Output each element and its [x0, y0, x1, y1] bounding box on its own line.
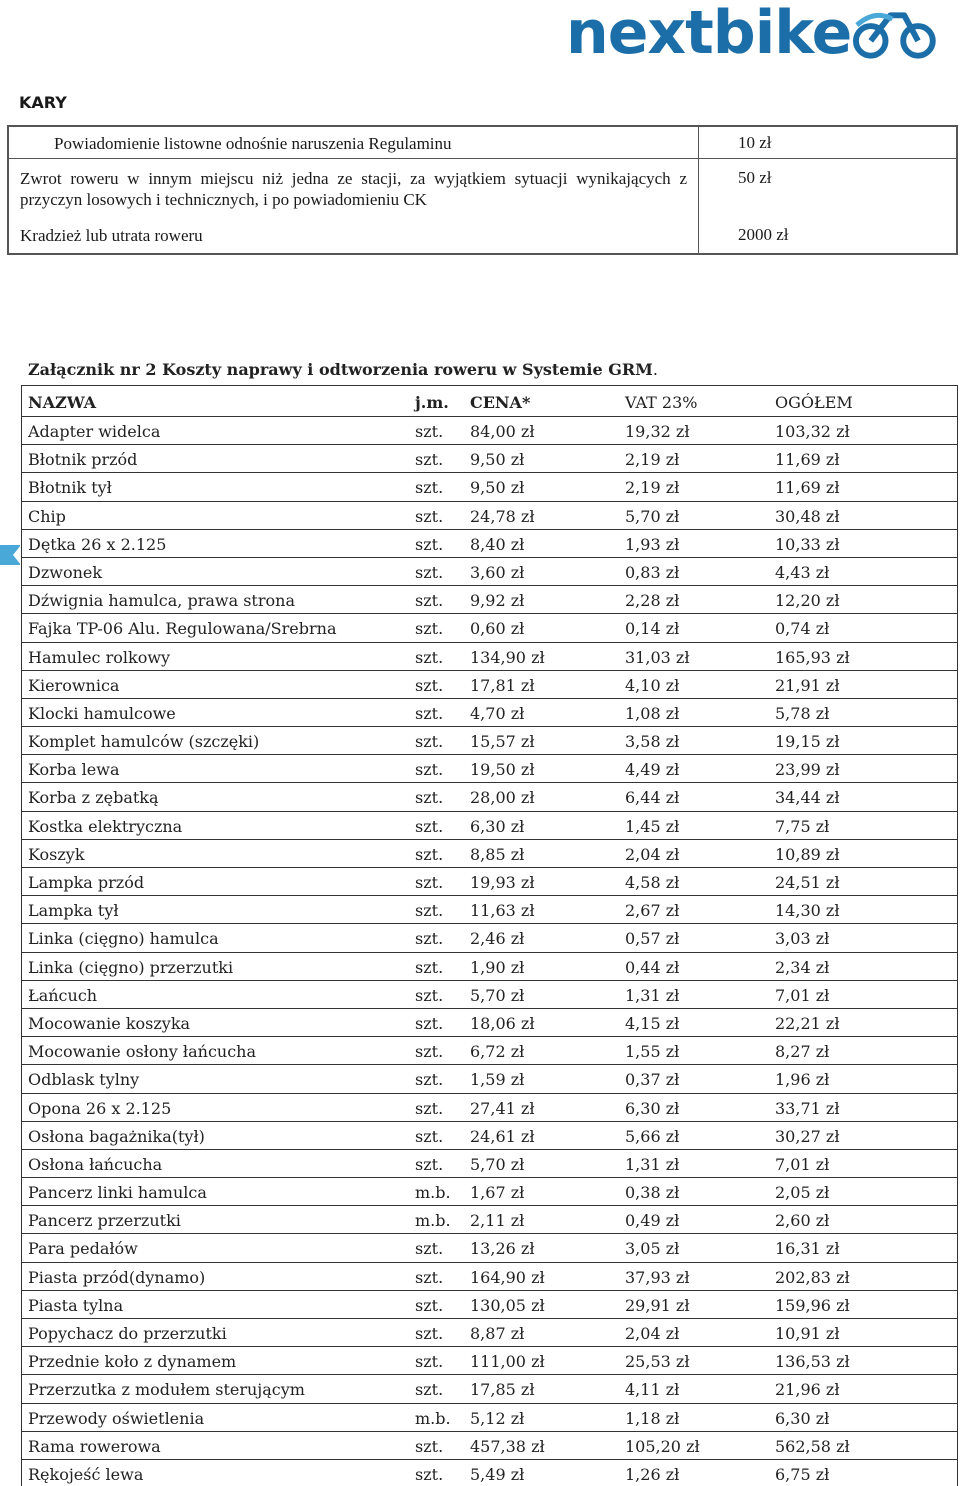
part-price: 3,60 zł	[470, 562, 525, 582]
part-unit: szt.	[415, 957, 444, 977]
table-row	[22, 953, 957, 981]
part-name: Adapter widelca	[28, 422, 161, 441]
part-vat: 3,58 zł	[625, 732, 680, 752]
part-vat: 0,14 zł	[625, 619, 680, 639]
part-price: 13,26 zł	[470, 1239, 535, 1259]
part-name: Opona 26 x 2.125	[28, 1098, 172, 1118]
part-total: 4,43 zł	[775, 562, 830, 582]
part-name: Hamulec rolkowy	[28, 647, 171, 667]
part-price: 2,46 zł	[470, 929, 525, 949]
part-unit: szt.	[415, 1154, 444, 1174]
part-total: 23,99 zł	[775, 760, 840, 780]
part-vat: 0,57 zł	[625, 929, 680, 949]
part-unit: szt.	[415, 1070, 444, 1090]
part-unit: szt.	[415, 760, 444, 780]
part-price: 8,87 zł	[470, 1324, 525, 1343]
part-vat: 0,44 zł	[625, 957, 680, 977]
bookmark-icon[interactable]	[0, 542, 20, 568]
part-total: 2,05 zł	[775, 1183, 830, 1203]
part-price: 19,93 zł	[470, 873, 535, 892]
part-unit: szt.	[415, 1239, 444, 1259]
part-unit: szt.	[415, 901, 444, 921]
part-name: Mocowanie osłony łańcucha	[28, 1042, 257, 1062]
part-total: 10,91 zł	[775, 1324, 840, 1343]
part-price: 5,70 zł	[470, 985, 525, 1005]
table-row	[22, 1178, 957, 1206]
part-vat: 1,55 zł	[625, 1042, 680, 1062]
part-unit: szt.	[415, 1464, 444, 1484]
table-row	[22, 868, 957, 896]
table-row	[22, 783, 957, 811]
part-price: 6,30 zł	[470, 816, 525, 836]
part-price: 130,05 zł	[470, 1295, 545, 1315]
part-name: Rękojeść lewa	[28, 1464, 144, 1484]
part-vat: 5,70 zł	[625, 506, 680, 526]
header-unit: j.m.	[415, 393, 449, 412]
part-unit: szt.	[415, 675, 444, 695]
table-row	[22, 614, 957, 642]
nextbike-logo	[566, 0, 938, 68]
table-row	[22, 1065, 957, 1093]
part-total: 1,96 zł	[775, 1070, 830, 1090]
table-row	[22, 1291, 957, 1319]
part-price: 111,00 zł	[470, 1352, 545, 1372]
annex-title-text: Załącznik nr 2 Koszty naprawy i odtworzenia roweru w Systemie GRM	[28, 360, 653, 379]
part-vat: 2,28 zł	[625, 591, 680, 611]
table-row	[22, 1009, 957, 1037]
fine-amount: 2000 zł	[738, 225, 789, 244]
table-row	[22, 671, 957, 699]
part-name: Przewody oświetlenia	[28, 1408, 205, 1428]
part-name: Fajka TP-06 Alu. Regulowana/Srebrna	[28, 619, 337, 639]
part-name: Pancerz przerzutki	[28, 1211, 181, 1231]
part-total: 7,75 zł	[775, 816, 830, 836]
fines-title: KARY	[19, 93, 67, 112]
part-unit: szt.	[415, 788, 444, 808]
part-unit: szt.	[415, 1436, 444, 1456]
part-price: 8,40 zł	[470, 534, 525, 554]
part-unit: szt.	[415, 562, 444, 582]
table-row	[22, 1460, 957, 1486]
part-total: 159,96 zł	[775, 1295, 850, 1315]
part-vat: 4,15 zł	[625, 1013, 680, 1033]
part-vat: 2,19 zł	[625, 450, 680, 470]
part-total: 5,78 zł	[775, 703, 830, 723]
part-unit: szt.	[415, 591, 444, 611]
part-price: 1,90 zł	[470, 957, 525, 977]
part-name: Piasta tylna	[28, 1295, 124, 1315]
table-row	[22, 1150, 957, 1178]
part-vat: 3,05 zł	[625, 1239, 680, 1259]
part-name: Mocowanie koszyka	[28, 1013, 191, 1033]
part-unit: m.b.	[415, 1183, 451, 1203]
part-name: Błotnik tył	[28, 478, 112, 498]
part-vat: 1,31 zł	[625, 1154, 680, 1174]
part-unit: szt.	[415, 1324, 444, 1343]
part-name: Pancerz linki hamulca	[28, 1183, 207, 1203]
table-row	[22, 445, 957, 473]
part-vat: 4,11 zł	[625, 1380, 680, 1400]
part-total: 562,58 zł	[775, 1436, 850, 1456]
part-total: 24,51 zł	[775, 873, 840, 892]
part-price: 6,72 zł	[470, 1042, 525, 1062]
part-total: 7,01 zł	[775, 1154, 830, 1174]
part-name: Przerzutka z modułem sterującym	[28, 1380, 305, 1400]
part-total: 14,30 zł	[775, 901, 840, 921]
part-total: 202,83 zł	[775, 1267, 850, 1287]
part-total: 3,03 zł	[775, 929, 830, 949]
part-unit: szt.	[415, 929, 444, 949]
part-total: 7,01 zł	[775, 985, 830, 1005]
part-price: 4,70 zł	[470, 703, 525, 723]
table-row	[22, 1037, 957, 1065]
part-price: 9,50 zł	[470, 450, 525, 470]
part-total: 33,71 zł	[775, 1098, 840, 1118]
part-name: Linka (cięgno) przerzutki	[28, 957, 234, 977]
part-vat: 105,20 zł	[625, 1436, 700, 1456]
part-price: 11,63 zł	[470, 901, 535, 921]
part-total: 10,89 zł	[775, 844, 840, 864]
part-price: 0,60 zł	[470, 619, 525, 639]
part-vat: 0,49 zł	[625, 1211, 680, 1231]
part-total: 21,96 zł	[775, 1380, 840, 1400]
part-total: 11,69 zł	[775, 450, 840, 470]
table-row	[22, 586, 957, 614]
part-name: Korba z zębatką	[28, 788, 159, 808]
part-unit: m.b.	[415, 1408, 451, 1428]
part-price: 17,85 zł	[470, 1380, 535, 1400]
fines-column-divider	[698, 127, 699, 253]
table-row	[22, 812, 957, 840]
part-total: 8,27 zł	[775, 1042, 830, 1062]
fines-row-divider	[9, 158, 956, 159]
part-vat: 37,93 zł	[625, 1267, 690, 1287]
part-total: 16,31 zł	[775, 1239, 840, 1259]
fine-label: Zwrot roweru w innym miejscu niż jedna ze stacji, za wyjątkiem sytuacji wynikających z przyczyn losowych i technicznych, i po powiadomieniu CK	[20, 169, 687, 209]
table-row	[22, 1347, 957, 1375]
part-vat: 1,26 zł	[625, 1464, 680, 1484]
table-row	[22, 924, 957, 952]
part-vat: 6,44 zł	[625, 788, 680, 808]
part-total: 21,91 zł	[775, 675, 840, 695]
part-vat: 6,30 zł	[625, 1098, 680, 1118]
part-name: Łańcuch	[28, 985, 98, 1005]
header-total: OGÓŁEM	[775, 393, 853, 412]
part-name: Dzwonek	[28, 562, 103, 582]
table-row	[22, 530, 957, 558]
part-price: 134,90 zł	[470, 647, 545, 667]
table-row	[22, 981, 957, 1009]
part-vat: 5,66 zł	[625, 1126, 680, 1146]
part-name: Lampka przód	[28, 873, 145, 892]
part-name: Osłona łańcucha	[28, 1154, 163, 1174]
part-name: Piasta przód(dynamo)	[28, 1267, 206, 1287]
part-price: 5,12 zł	[470, 1408, 525, 1428]
header-name: NAZWA	[28, 393, 97, 412]
part-unit: szt.	[415, 506, 444, 526]
part-total: 2,60 zł	[775, 1211, 830, 1231]
part-unit: szt.	[415, 1267, 444, 1287]
table-row	[22, 840, 957, 868]
table-row	[22, 417, 957, 445]
part-total: 103,32 zł	[775, 422, 850, 441]
part-unit: szt.	[415, 816, 444, 836]
part-price: 9,50 zł	[470, 478, 525, 498]
header-vat: VAT 23%	[625, 393, 698, 412]
part-name: Popychacz do przerzutki	[28, 1324, 227, 1343]
part-price: 1,59 zł	[470, 1070, 525, 1090]
annex-title	[28, 360, 658, 379]
part-name: Odblask tylny	[28, 1070, 140, 1090]
logo-wordmark: nextbike	[566, 0, 852, 68]
part-unit: szt.	[415, 534, 444, 554]
part-unit: szt.	[415, 450, 444, 470]
fine-amount: 50 zł	[738, 168, 772, 187]
part-name: Komplet hamulców (szczęki)	[28, 732, 260, 752]
part-vat: 2,04 zł	[625, 844, 680, 864]
part-total: 34,44 zł	[775, 788, 840, 808]
fine-amount: 10 zł	[738, 133, 772, 152]
part-price: 28,00 zł	[470, 788, 535, 808]
part-total: 11,69 zł	[775, 478, 840, 498]
table-row	[22, 1234, 957, 1262]
table-header-row	[22, 386, 957, 417]
part-vat: 1,93 zł	[625, 534, 680, 554]
part-total: 19,15 zł	[775, 732, 840, 752]
part-total: 30,48 zł	[775, 506, 840, 526]
part-name: Klocki hamulcowe	[28, 703, 176, 723]
part-vat: 1,31 zł	[625, 985, 680, 1005]
part-name: Dętka 26 x 2.125	[28, 534, 167, 554]
part-price: 18,06 zł	[470, 1013, 535, 1033]
part-vat: 1,45 zł	[625, 816, 680, 836]
part-name: Korba lewa	[28, 760, 120, 780]
part-price: 84,00 zł	[470, 422, 535, 441]
part-name: Osłona bagażnika(tył)	[28, 1126, 205, 1146]
part-unit: szt.	[415, 647, 444, 667]
part-vat: 0,38 zł	[625, 1183, 680, 1203]
part-total: 6,30 zł	[775, 1408, 830, 1428]
part-price: 19,50 zł	[470, 760, 535, 780]
part-price: 24,78 zł	[470, 506, 535, 526]
part-price: 17,81 zł	[470, 675, 535, 695]
part-price: 1,67 zł	[470, 1183, 525, 1203]
part-vat: 0,37 zł	[625, 1070, 680, 1090]
table-row	[22, 1122, 957, 1150]
part-price: 5,70 zł	[470, 1154, 525, 1174]
part-vat: 4,49 zł	[625, 760, 680, 780]
part-vat: 29,91 zł	[625, 1295, 690, 1315]
part-price: 2,11 zł	[470, 1211, 525, 1231]
part-name: Przednie koło z dynamem	[28, 1352, 237, 1372]
table-row	[22, 558, 957, 586]
part-vat: 19,32 zł	[625, 422, 690, 441]
part-price: 24,61 zł	[470, 1126, 535, 1146]
part-name: Para pedałów	[28, 1239, 138, 1259]
table-row	[22, 896, 957, 924]
part-total: 136,53 zł	[775, 1352, 850, 1372]
part-unit: szt.	[415, 985, 444, 1005]
part-vat: 1,08 zł	[625, 703, 680, 723]
part-unit: szt.	[415, 619, 444, 639]
part-name: Kierownica	[28, 675, 120, 695]
part-total: 10,33 zł	[775, 534, 840, 554]
repair-costs-table	[21, 385, 958, 1486]
bicycle-logo-icon	[853, 5, 938, 61]
part-total: 22,21 zł	[775, 1013, 840, 1033]
part-price: 5,49 zł	[470, 1464, 525, 1484]
table-row	[22, 1319, 957, 1347]
part-price: 8,85 zł	[470, 844, 525, 864]
part-total: 30,27 zł	[775, 1126, 840, 1146]
part-unit: szt.	[415, 1013, 444, 1033]
annex-title-dot: .	[652, 360, 658, 379]
part-price: 164,90 zł	[470, 1267, 545, 1287]
part-name: Dźwignia hamulca, prawa strona	[28, 591, 295, 611]
part-vat: 25,53 zł	[625, 1352, 690, 1372]
table-row	[22, 1432, 957, 1460]
table-row	[22, 727, 957, 755]
table-row	[22, 473, 957, 501]
part-name: Rama rowerowa	[28, 1436, 161, 1456]
table-row	[22, 1094, 957, 1122]
part-name: Błotnik przód	[28, 450, 138, 470]
part-unit: szt.	[415, 873, 444, 892]
fines-table	[7, 125, 958, 255]
part-unit: szt.	[415, 1042, 444, 1062]
part-total: 0,74 zł	[775, 619, 830, 639]
table-row	[22, 699, 957, 727]
part-vat: 0,83 zł	[625, 562, 680, 582]
part-unit: szt.	[415, 422, 444, 441]
part-vat: 4,58 zł	[625, 873, 680, 892]
table-row	[22, 502, 957, 530]
part-unit: szt.	[415, 478, 444, 498]
fine-label: Powiadomienie listowne odnośnie naruszenia Regulaminu	[54, 134, 452, 153]
part-name: Linka (cięgno) hamulca	[28, 929, 219, 949]
table-row	[22, 755, 957, 783]
part-vat: 31,03 zł	[625, 647, 690, 667]
part-unit: szt.	[415, 732, 444, 752]
part-name: Chip	[28, 506, 66, 526]
table-row	[22, 1404, 957, 1432]
table-row	[22, 1263, 957, 1291]
part-unit: szt.	[415, 1380, 444, 1400]
part-vat: 1,18 zł	[625, 1408, 680, 1428]
part-total: 6,75 zł	[775, 1464, 830, 1484]
part-name: Kostka elektryczna	[28, 816, 183, 836]
part-vat: 2,67 zł	[625, 901, 680, 921]
part-total: 12,20 zł	[775, 591, 840, 611]
part-unit: szt.	[415, 703, 444, 723]
part-total: 2,34 zł	[775, 957, 830, 977]
part-name: Lampka tył	[28, 901, 119, 921]
part-vat: 2,04 zł	[625, 1324, 680, 1343]
part-price: 9,92 zł	[470, 591, 525, 611]
table-row	[22, 643, 957, 671]
header-price: CENA*	[470, 393, 531, 412]
part-price: 15,57 zł	[470, 732, 535, 752]
part-price: 457,38 zł	[470, 1436, 545, 1456]
part-name: Koszyk	[28, 844, 85, 864]
part-vat: 2,19 zł	[625, 478, 680, 498]
part-unit: szt.	[415, 1098, 444, 1118]
part-unit: szt.	[415, 1352, 444, 1372]
part-vat: 4,10 zł	[625, 675, 680, 695]
part-unit: szt.	[415, 1126, 444, 1146]
part-unit: szt.	[415, 844, 444, 864]
part-unit: m.b.	[415, 1211, 451, 1231]
part-total: 165,93 zł	[775, 647, 850, 667]
table-row	[22, 1206, 957, 1234]
part-price: 27,41 zł	[470, 1098, 535, 1118]
fine-label: Kradzież lub utrata roweru	[20, 226, 203, 245]
table-row	[22, 1375, 957, 1403]
part-unit: szt.	[415, 1295, 444, 1315]
